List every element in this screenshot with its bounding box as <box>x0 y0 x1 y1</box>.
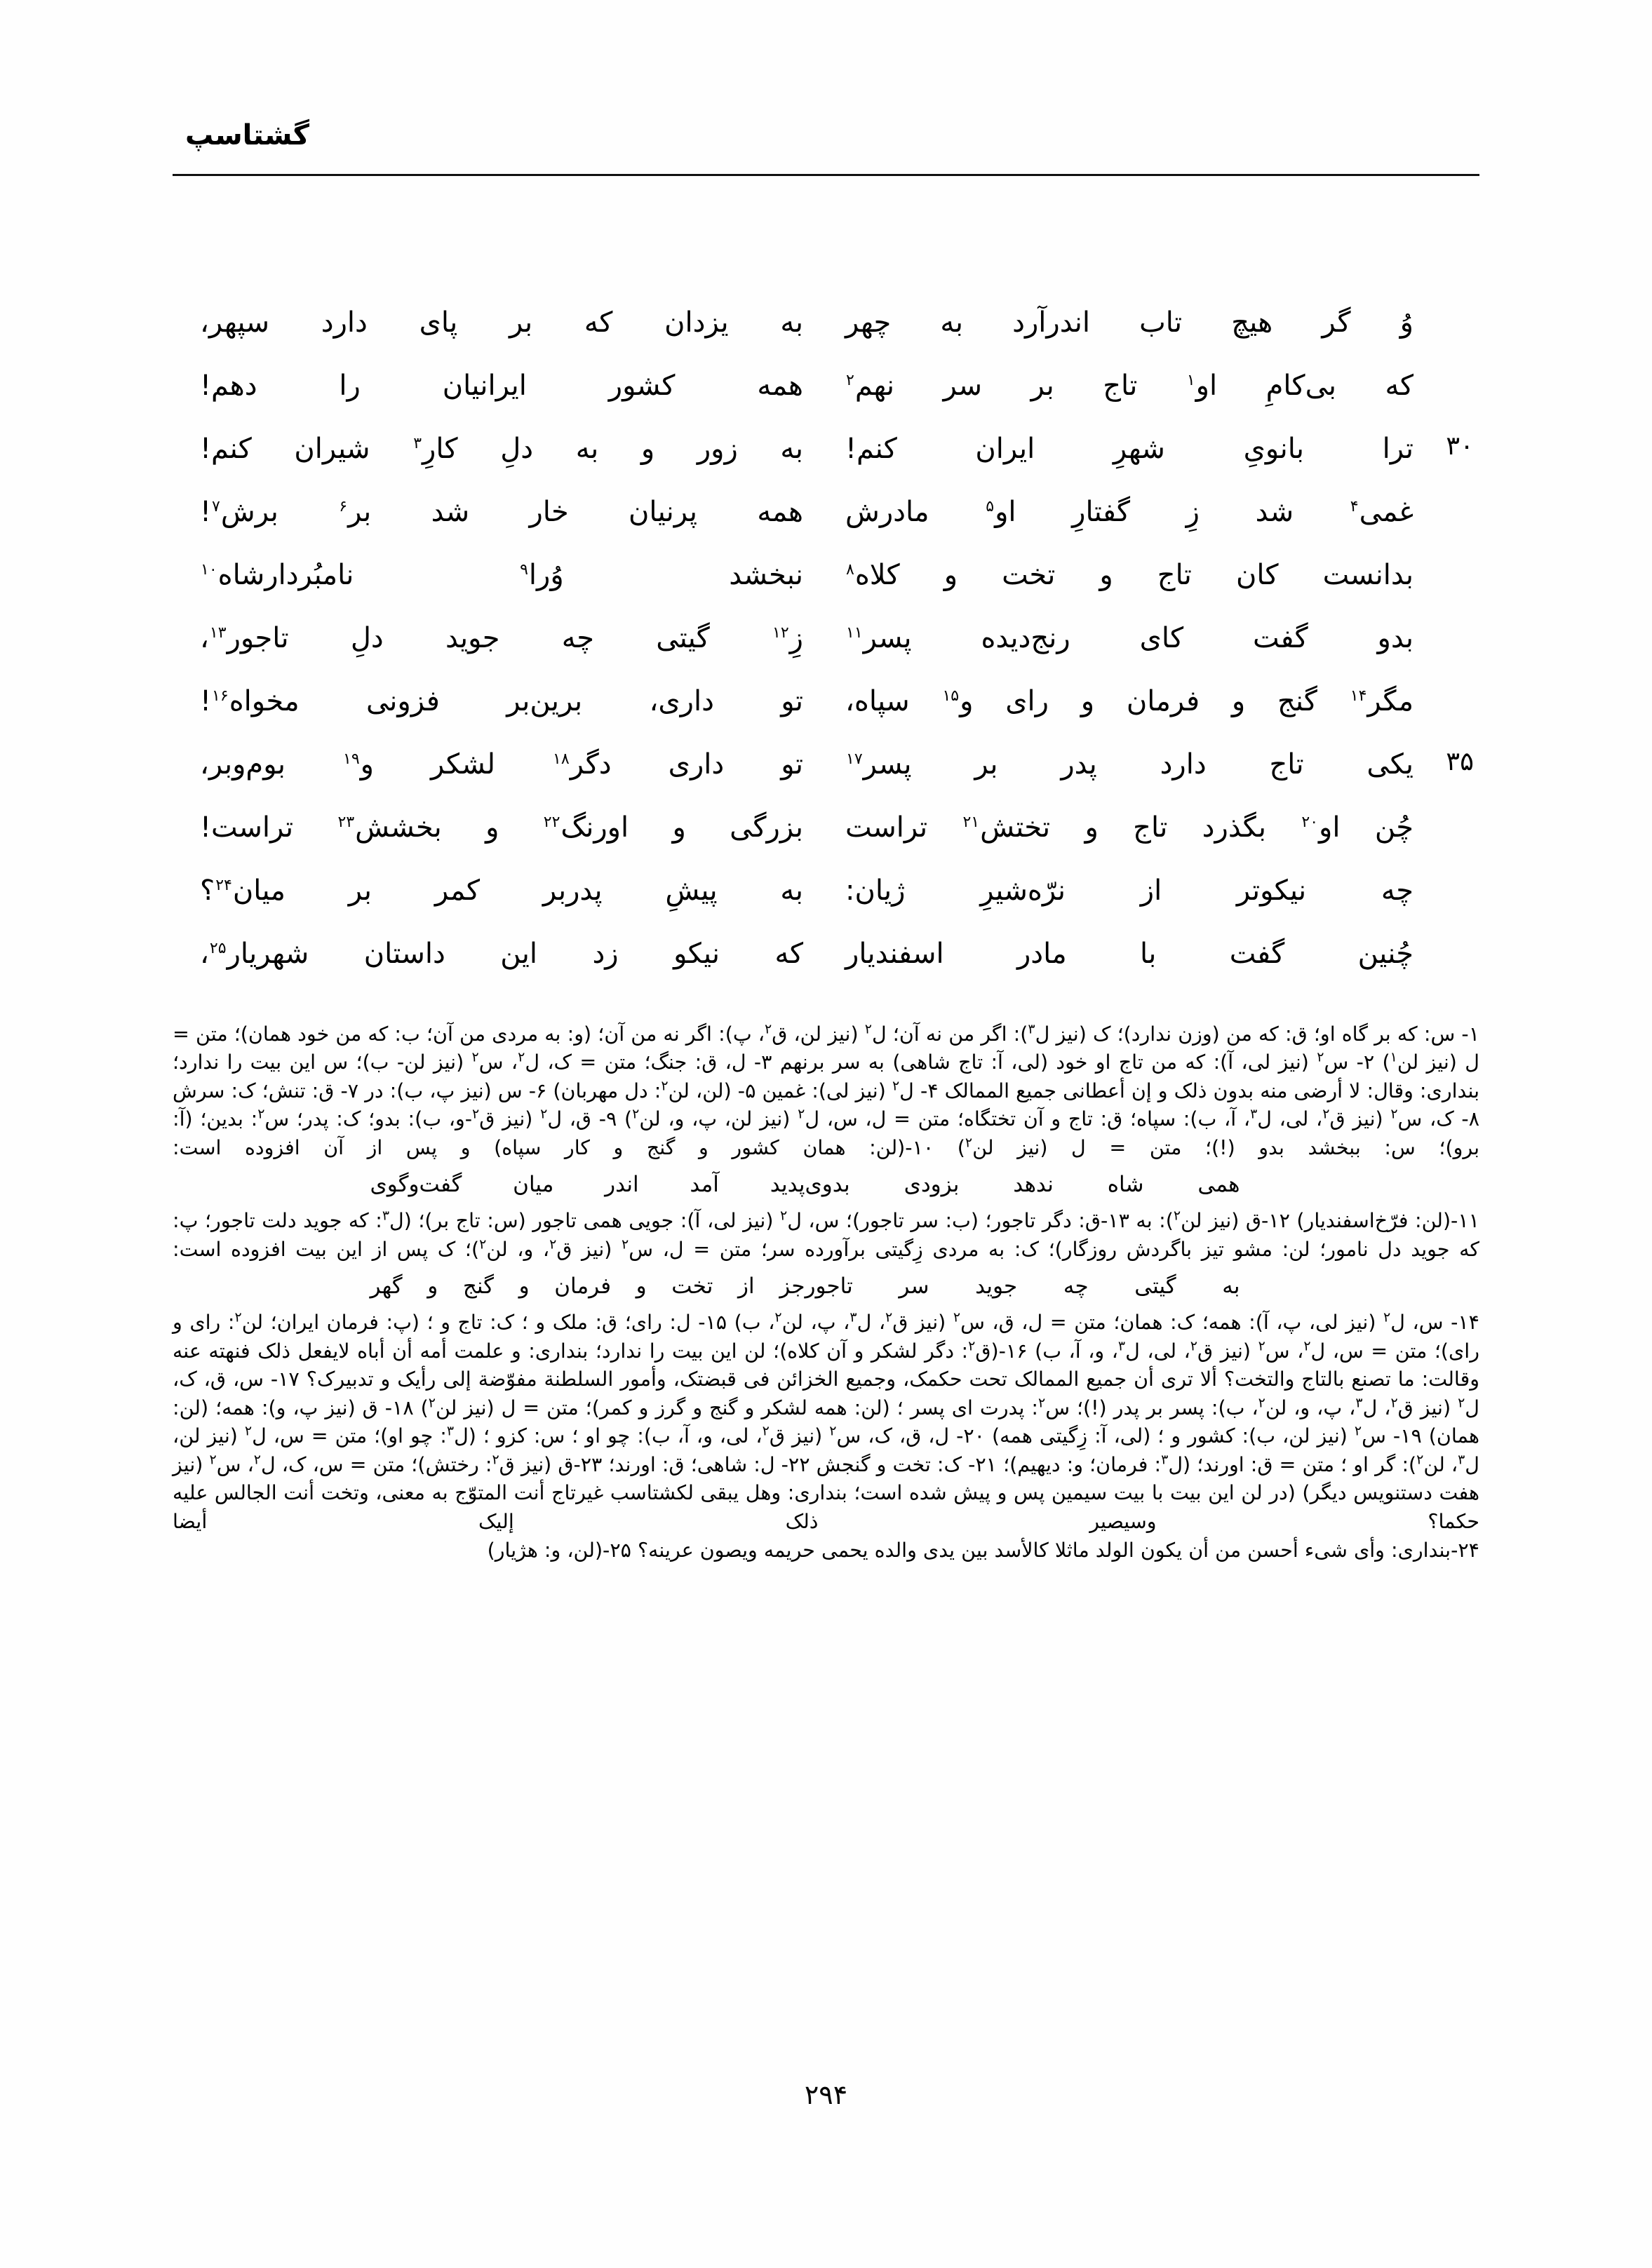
running-head-title: گشتاسپ <box>185 119 309 151</box>
verse-number <box>1413 933 1479 936</box>
verse-number: ۳۰ <box>1446 431 1474 461</box>
hemistich-a: وُ گر هیچ تاب اندرآرد به چهر <box>845 306 1413 339</box>
hemistich-a: بدانست کان تاج و تخت و کلاه$^۸$ <box>846 559 1413 591</box>
inset-hemistich-a: همی شاه ندهد بزودی بدوی <box>805 1172 1240 1198</box>
verse-number: ۳۵ <box>1446 746 1474 776</box>
verse-number <box>1413 680 1479 683</box>
hemistich-b: به پیشِ پدربر کمر بر میان$^{۲۴}$؟ <box>200 875 803 907</box>
hemistich-b: بزرگی و اورنگ$^{۲۲}$ و بخشش$^{۲۳}$ تراست! <box>200 811 804 844</box>
bayt-row <box>173 680 1479 732</box>
hemistich-a: چُنین گفت با مادر اسفندیار <box>845 938 1413 970</box>
verse-number <box>1413 617 1479 620</box>
inset-hemistich-b: جز از تخت و فرمان و گنج و گهر <box>370 1274 805 1300</box>
verse-number <box>1413 491 1479 494</box>
bayt-row <box>173 933 1479 985</box>
hemistich-b: زِ$^{۱۲}$ گیتی چه جوید دلِ تاجور$^{۱۳}$، <box>200 622 803 654</box>
bayt-row <box>173 365 1479 417</box>
header-rule <box>173 174 1479 176</box>
verse-number <box>1413 554 1479 557</box>
inset-bayt-1 <box>173 1169 1479 1200</box>
hemistich-a: چُن او$^{۲۰}$ بگذرد تاج و تختش$^{۲۱}$ تراست <box>845 811 1414 844</box>
inset-hemistich-b: پدید آمد اندر میان گفت‌وگوی <box>370 1172 805 1198</box>
bayt-row <box>173 302 1479 353</box>
hemistich-a: که بی‌کامِ او$^۱$ تاج بر سر نهم$^۲$ <box>846 370 1413 402</box>
apparatus-note-group-4: ۲۴-بنداری: وأی شیء أحسن من أن یکون الولد ماثلا کالأسد بین یدی والده یحمی حریمه ویصون عرینه؟ ۲۵-(لن، و: هژیار) <box>487 1538 1479 1562</box>
bayt-row <box>173 554 1479 606</box>
hemistich-b: تو داری دگر$^{۱۸}$ لشکر و$^{۱۹}$ بوم‌وبر، <box>200 748 803 781</box>
bayt-row <box>173 806 1479 858</box>
hemistich-b: به یزدان که بر پای دارد سپهر، <box>200 306 803 339</box>
hemistich-b: تو داری، برین‌بر فزونی مخواه$^{۱۶}$! <box>200 685 803 717</box>
hemistich-b: همه کشور ایرانیان را دهم! <box>200 370 803 402</box>
verse-number <box>1413 870 1479 872</box>
hemistich-a: مگر$^{۱۴}$ گنج و فرمان و رای و$^{۱۵}$ سپاه، <box>845 685 1413 717</box>
inset-hemistich-a: به گیتی چه جوید سر تاجور <box>805 1274 1240 1300</box>
hemistich-b: به زور و به دلِ کارِ$^۳$ شیران کنم! <box>200 433 804 465</box>
running-head <box>173 119 1479 151</box>
apparatus-note-group-1: ۱- س: که بر گاه او؛ ق: که من (وزن ندارد)؛ ک (نیز ل$^۳$): اگر من نه آن؛ ل$^۲$ (نیز لن، ق$^۲$، پ): اگر نه من آن؛ (و: به مردی من آن؛ ب: که من خود همان)؛ متن = ل (نیز لن$^۱$) ۲- س$^۲$ (نیز لی، آ): که من تاج او خود (لی، آ: تاج شاهی) به سر برنهم ۳- ل، ق: جنگ؛ متن = ک، ل$^۲$، س$^۲$ (نیز لن- ب)؛ س این بیت را ندارد؛ بنداری: وقال: لا أرضی منه بدون ذلک و إن أعطانی جمیع الممالک ۴- ل$^۲$ (نیز لی): غمین ۵- (لن، لن$^۲$: دل مهربان) ۶- س (نیز پ، ب): در ۷- ق: تنش؛ ک: سرش ۸- ک، س$^۲$ (نیز ق$^۲$، لی، ل$^۳$، آ، ب): سپاه؛ ق: تاج و آن تختگاه؛ متن = ل، س، ل$^۲$ (نیز لن، پ، و، لن$^۲$) ۹- ق، ل$^۲$ (نیز ق$^۲$-و، ب): بدو؛ ک: پدر؛ س$^۲$: بدین؛ (آ: برو)؛ س: ببخشد بدو (!)؛ متن = ل (نیز لن$^۲$) ۱۰-(لن: همان کشور و گنج و کار سپاه) و پس از آن افزوده است: <box>173 1021 1480 1159</box>
hemistich-b: همه پرنیان خار شد بر$^۶$ برش$^۷$! <box>200 496 804 528</box>
inset-bayt-2 <box>173 1271 1479 1302</box>
hemistich-a: ترا بانویِ شهرِ ایران کنم! <box>845 433 1413 465</box>
hemistich-a: غمی$^۴$ شد زِ گفتارِ او$^۵$ مادرش <box>845 496 1413 528</box>
apparatus-note-group-3: ۱۴- س، ل$^۲$ (نیز لی، پ، آ): همه؛ ک: همان؛ متن = ل، ق، س$^۲$ (نیز ق$^۲$، ل$^۳$، پ، لن$^۲$، ب) ۱۵- ل: رای؛ ق: ملک و ؛ ک: تاج و ؛ (پ: فرمان ایران؛ لن$^۲$: رای و رای)؛ متن = س، ل$^۲$، س$^۲$ (نیز ق$^۲$، لی، ل$^۳$، و، آ، ب) ۱۶-(ق$^۲$: دگر لشکر و آن کلاه)؛ لن این بیت را ندارد؛ بنداری: و علمت أمه أن أباه لایفعل ذلک فنهته عنه وقالت: ما تصنع بالتاج والتخت؟ ألا تری أن جمیع الممالک تحت حکمک، وجمیع الخزائن فی قبضتک، وأمور السلطنة مفوّضة إلی رأیک و تدبیرک؟ ۱۷- س، ق، ک، ل$^۲$ (نیز ق$^۲$، ل$^۳$، پ، و، لن$^۲$، ب): پسر بر پدر (!)؛ س$^۲$: پدرت ای پسر ؛ (لن: همه لشکر و گنج و گرز و کمر)؛ متن = ل (نیز لن$^۲$) ۱۸- ق (نیز پ، و): همه؛ (لن: همان) ۱۹- س$^۲$ (نیز لن، ب): کشور و ؛ (لی، آ: زِگیتی همه) ۲۰- ل، ق، ک، س$^۲$ (نیز ق$^۲$، لی، و، آ، ب): چو او ؛ س: کزو ؛ (ل$^۳$: چو او)؛ متن = س، ل$^۲$ (نیز لن، ل$^۳$، لن$^۲$): گر او ؛ متن = ق: اورند؛ (ل$^۳$: فرمان؛ و: دیهیم)؛ ۲۱- ک: تخت و گنجش ۲۲- ل: شاهی؛ ق: اورند؛ ۲۳-ق (نیز ق$^۲$: رختش)؛ متن = س، ک، ل$^۲$، س$^۲$ (نیز هفت دستنویس دیگر) (در لن این بیت با بیت سیمین پس و پیش شده است؛ بنداری: وهل یبقی لکشتاسب غیرتاج أنت المتوّج به معنی، وتخت أنت الجالس علیه حکما؟ وسیصیر ذلک إلیک أیضا <box>173 1309 1480 1533</box>
critical-apparatus <box>173 1020 1479 1565</box>
bayt-row <box>173 428 1479 480</box>
hemistich-a: یکی تاج دارد پدر بر پسر$^{۱۷}$ <box>846 748 1413 781</box>
apparatus-note-group-2: ۱۱-(لن: فرّخ‌اسفندیار) ۱۲-ق (نیز لن$^۲$): به ۱۳-ق: دگر تاجور؛ (ب: سر تاجور)؛ س، ل$^۲$ (نیز لی، آ): جویی همی تاجور (س: تاج بر)؛ (ل$^۳$: که جوید دلت تاجور؛ پ: که جوید دل نامور؛ لن: مشو تیز باگردش روزگار)؛ ک: به مردی زِگیتی برآورده سر؛ متن = ل، س$^۲$ (نیز ق$^۲$، و، لن$^۲$)؛ ک پس از این بیت افزوده است: <box>173 1208 1479 1261</box>
hemistich-a: بدو گفت کای رنج‌دیده پسر$^{۱۱}$ <box>846 622 1413 654</box>
verse-number <box>1413 302 1479 304</box>
bayt-row <box>173 743 1479 795</box>
hemistich-b: نبخشد وُرا$^۹$ نامبُردارشاه$^{۱۰}$ <box>201 559 803 591</box>
bayt-row <box>173 617 1479 669</box>
hemistich-a: چه نیکوتر از نرّه‌شیرِ ژیان: <box>845 875 1413 907</box>
verse-number <box>1413 806 1479 809</box>
verse-number <box>1413 365 1479 367</box>
hemistich-b: که نیکو زد این داستان شهریار$^{۲۵}$، <box>200 938 803 970</box>
bayt-row <box>173 870 1479 922</box>
folio-number: ۲۹۴ <box>804 2079 848 2110</box>
bayt-row <box>173 491 1479 543</box>
verse-block <box>173 302 1479 996</box>
